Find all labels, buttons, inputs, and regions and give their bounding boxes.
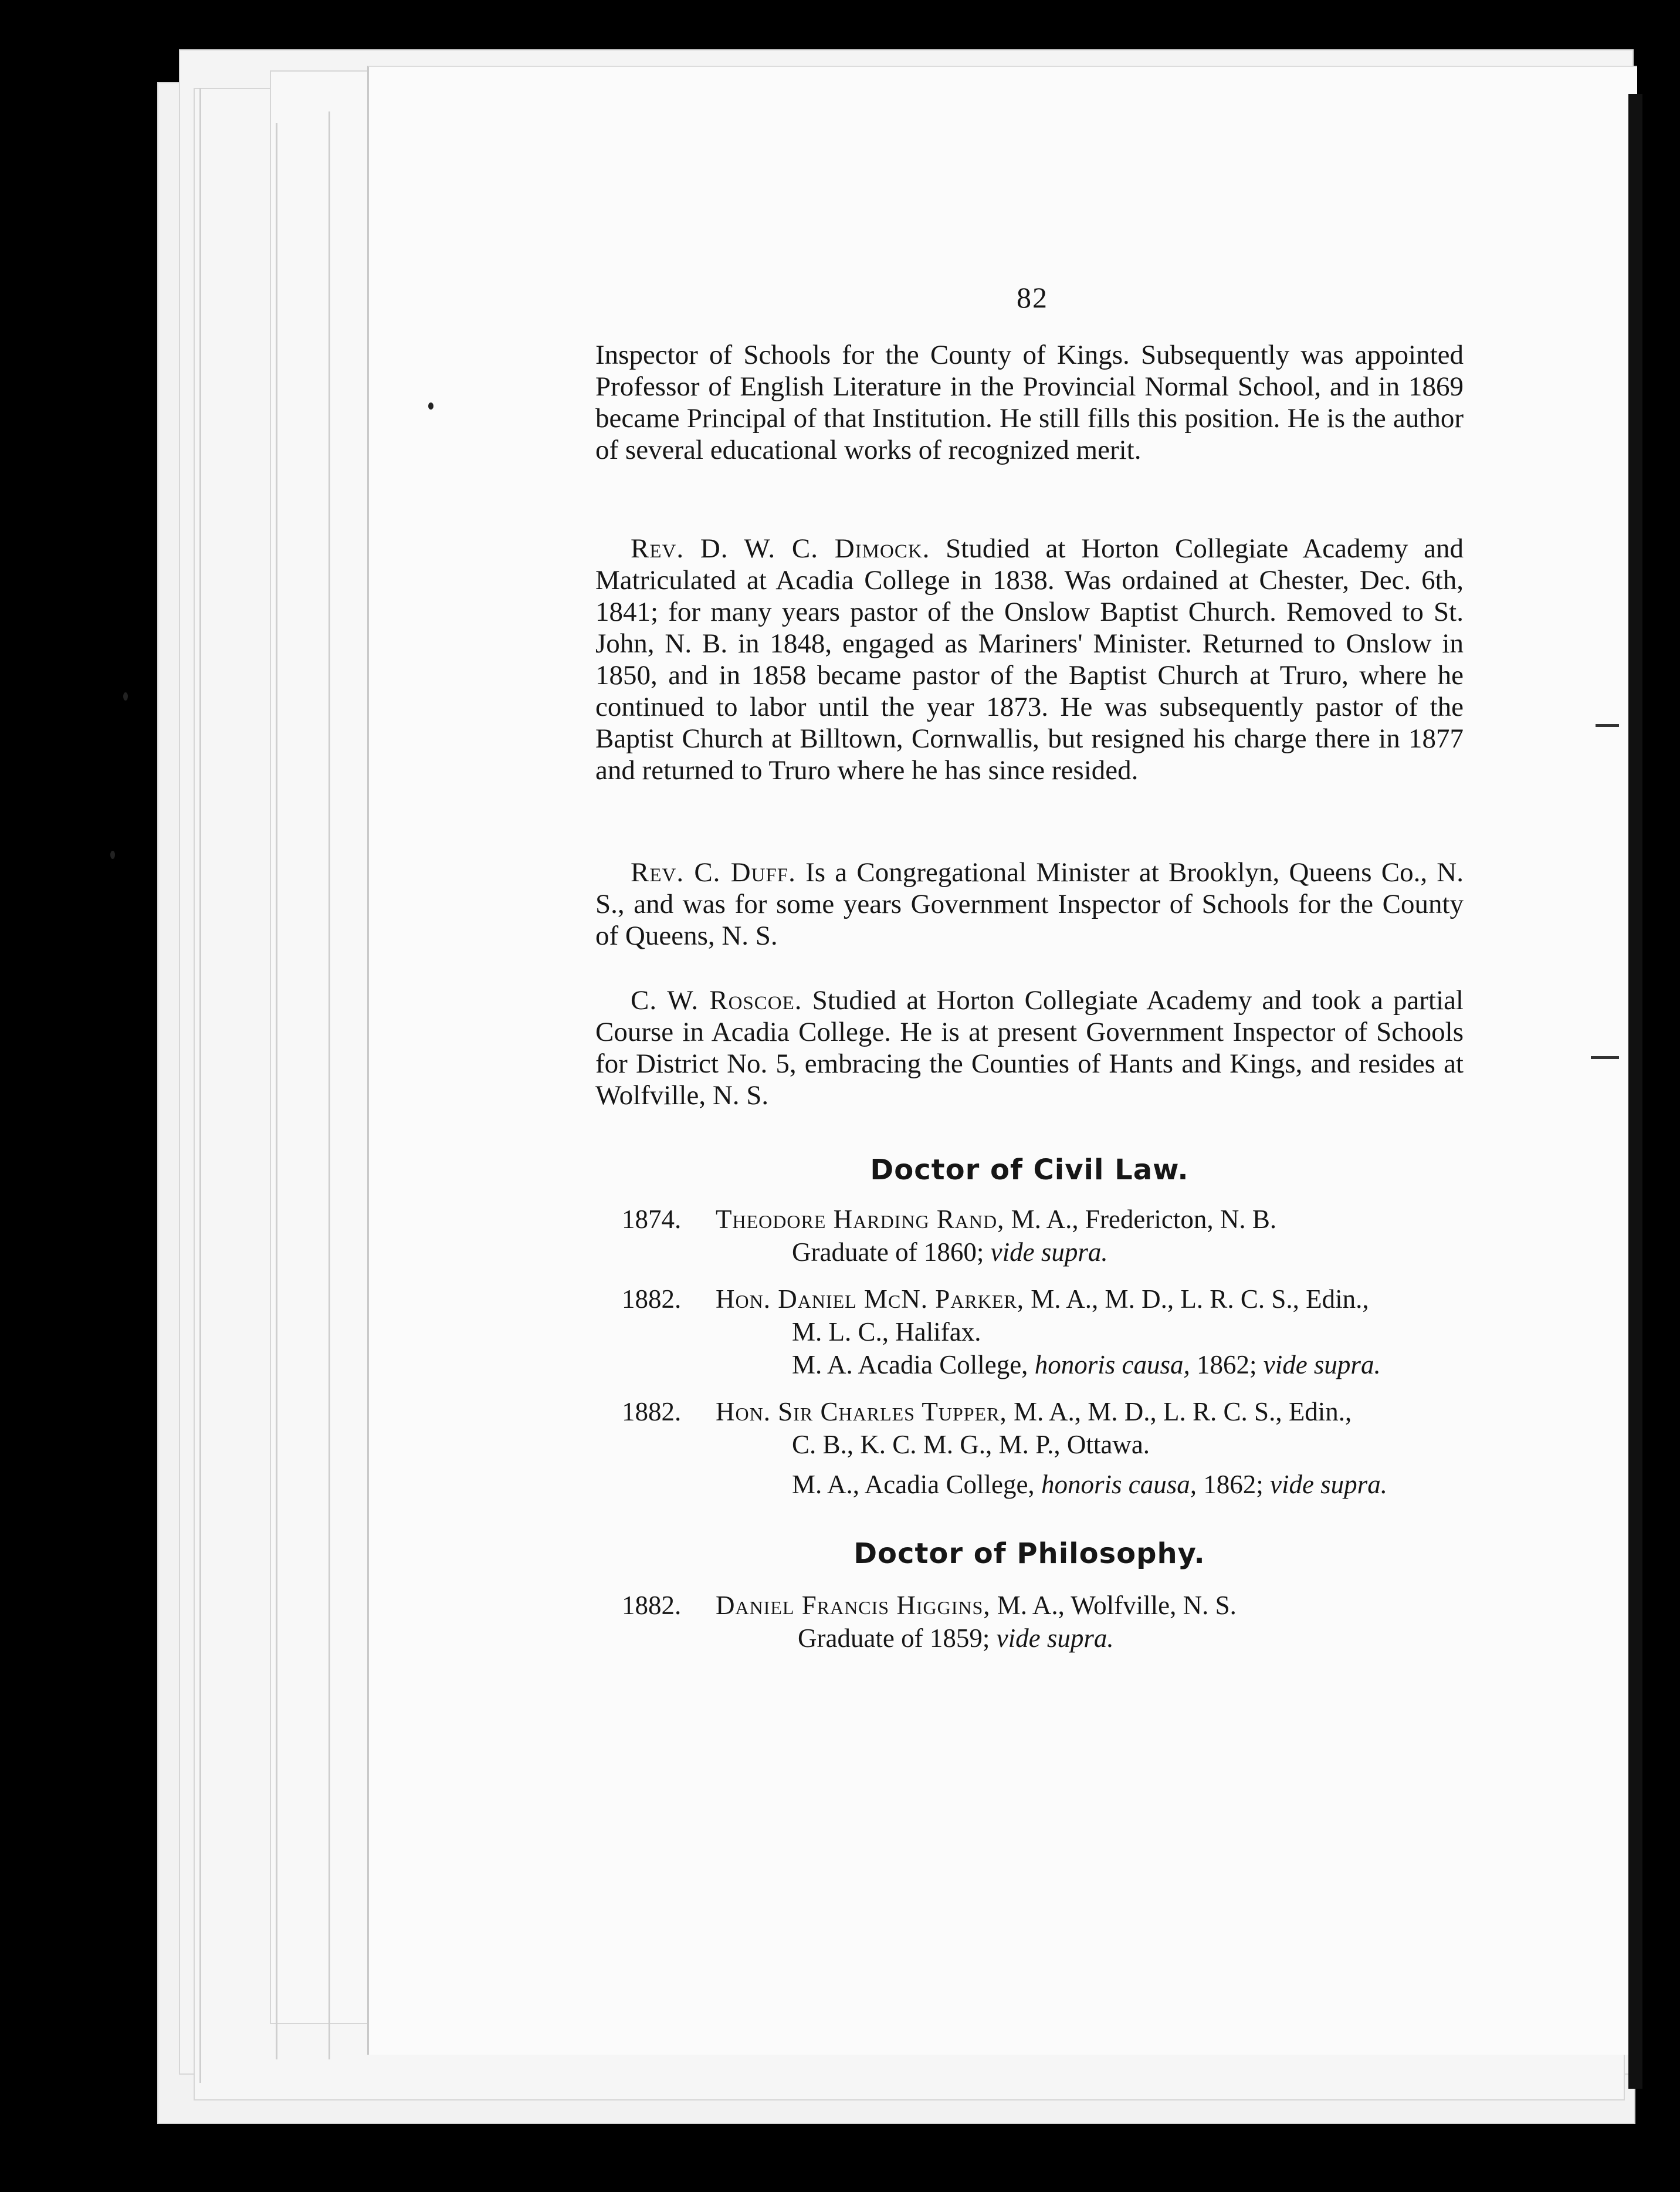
entry-name: Daniel Francis Higgins, xyxy=(716,1591,991,1620)
person-name: C. W. Roscoe. xyxy=(631,985,802,1016)
degree-entry xyxy=(622,1589,1466,1655)
section-heading-philosophy: Doctor of Philosophy. xyxy=(853,1537,1205,1570)
person-name: Rev. D. W. C. Dimock. xyxy=(631,533,930,564)
scan-speck xyxy=(428,402,433,410)
paragraph-roscoe xyxy=(595,985,1464,1111)
degree-entry xyxy=(622,1395,1466,1501)
scan-speck xyxy=(110,851,115,859)
entry-line2: M. L. C., Halifax. xyxy=(792,1317,981,1347)
paragraph-inspector: Inspector of Schools for the County of Kings. Subsequently was appointed Professor of English Literature in the Provincial Normal School, and in 1869 became Principal of that Institution. He still fills this position. He is the author of several educational works of recognized merit. xyxy=(595,340,1464,465)
entry-graduate: Graduate of 1860; xyxy=(792,1237,984,1267)
entry-name: Hon. Sir Charles Tupper, xyxy=(716,1397,1007,1426)
paragraph-text: Studied at Horton Collegiate Academy and took a partial Course in Acadia College. He is at present Government Inspector of Schools for District No. 5, embracing the Counties of Hants and Kings, and resides at Wolfville, N. S. xyxy=(595,985,1464,1111)
paragraph-text: Studied at Horton Collegiate Academy and Matriculated at Acadia College in 1838. Was ordained at Chester, Dec. 6th, 1841; for many years pastor of the Onslow Baptist Church. Removed to St. John, N. B. in 1848, engaged as Mariners' Minister. Returned to Onslow in 1850, and in 1858 became pastor of the Baptist Church at Truro, where he continued to labor until the year 1873. He was subsequently pastor of the Baptist Church at Billtown, Cornwallis, but resigned his charge there in 1877 and returned to Truro where he has since resided. xyxy=(595,533,1464,786)
binding-shadow xyxy=(1628,94,1642,2089)
person-name: Rev. C. Duff. xyxy=(631,857,796,888)
scan-mark xyxy=(1591,1056,1619,1059)
paragraph-dimock xyxy=(595,533,1464,786)
scan-speck xyxy=(123,692,128,701)
honor-causa: honoris causa, xyxy=(1041,1470,1197,1499)
honor-prefix: M. A., Acadia College, xyxy=(792,1470,1035,1499)
entry-year: 1882. xyxy=(622,1284,682,1314)
honor-prefix: M. A. Acadia College, xyxy=(792,1350,1028,1379)
entry-vide: vide supra. xyxy=(1263,1350,1381,1379)
page-edge-line xyxy=(199,88,201,2083)
entry-honor xyxy=(622,1461,1466,1501)
page-edge-line xyxy=(276,123,277,2059)
entry-name: Theodore Harding Rand, xyxy=(716,1205,1005,1234)
entry-details: M. A., M. D., L. R. C. S., Edin., xyxy=(1031,1284,1369,1314)
entry-vide: vide supra. xyxy=(996,1623,1114,1653)
page-edge-line xyxy=(328,111,330,2059)
entry-year: 1882. xyxy=(622,1591,682,1620)
paragraph-text: Is a Congregational Minister at Brooklyn, Queens Co., N. S., and was for some years Government Inspector of Schools for the County of Queens, N. S. xyxy=(595,857,1464,951)
honor-causa: honoris causa, xyxy=(1034,1350,1190,1379)
entry-name: Hon. Daniel McN. Parker, xyxy=(716,1284,1025,1314)
degree-entry xyxy=(622,1203,1466,1268)
entry-year: 1882. xyxy=(622,1397,682,1426)
honor-year: 1862; xyxy=(1203,1470,1264,1499)
entry-year: 1874. xyxy=(622,1205,682,1234)
entry-line2 xyxy=(622,1622,1466,1655)
entry-details: M. A., Fredericton, N. B. xyxy=(1011,1205,1277,1234)
degree-entry xyxy=(622,1283,1466,1381)
paragraph-duff xyxy=(595,857,1464,952)
page-number: 82 xyxy=(1017,281,1048,314)
entry-details: M. A., M. D., L. R. C. S., Edin., xyxy=(1013,1397,1352,1426)
entry-vide: vide supra. xyxy=(990,1237,1108,1267)
scan-mark xyxy=(1596,724,1619,727)
entry-honor xyxy=(622,1348,1466,1381)
entry-line2: C. B., K. C. M. G., M. P., Ottawa. xyxy=(792,1430,1150,1459)
honor-year: 1862; xyxy=(1196,1350,1257,1379)
entry-graduate: Graduate of 1859; xyxy=(798,1623,990,1653)
section-heading-civil-law: Doctor of Civil Law. xyxy=(870,1153,1189,1186)
entry-details: M. A., Wolfville, N. S. xyxy=(997,1591,1237,1620)
entry-line2 xyxy=(622,1236,1466,1268)
entry-vide: vide supra. xyxy=(1269,1470,1387,1499)
